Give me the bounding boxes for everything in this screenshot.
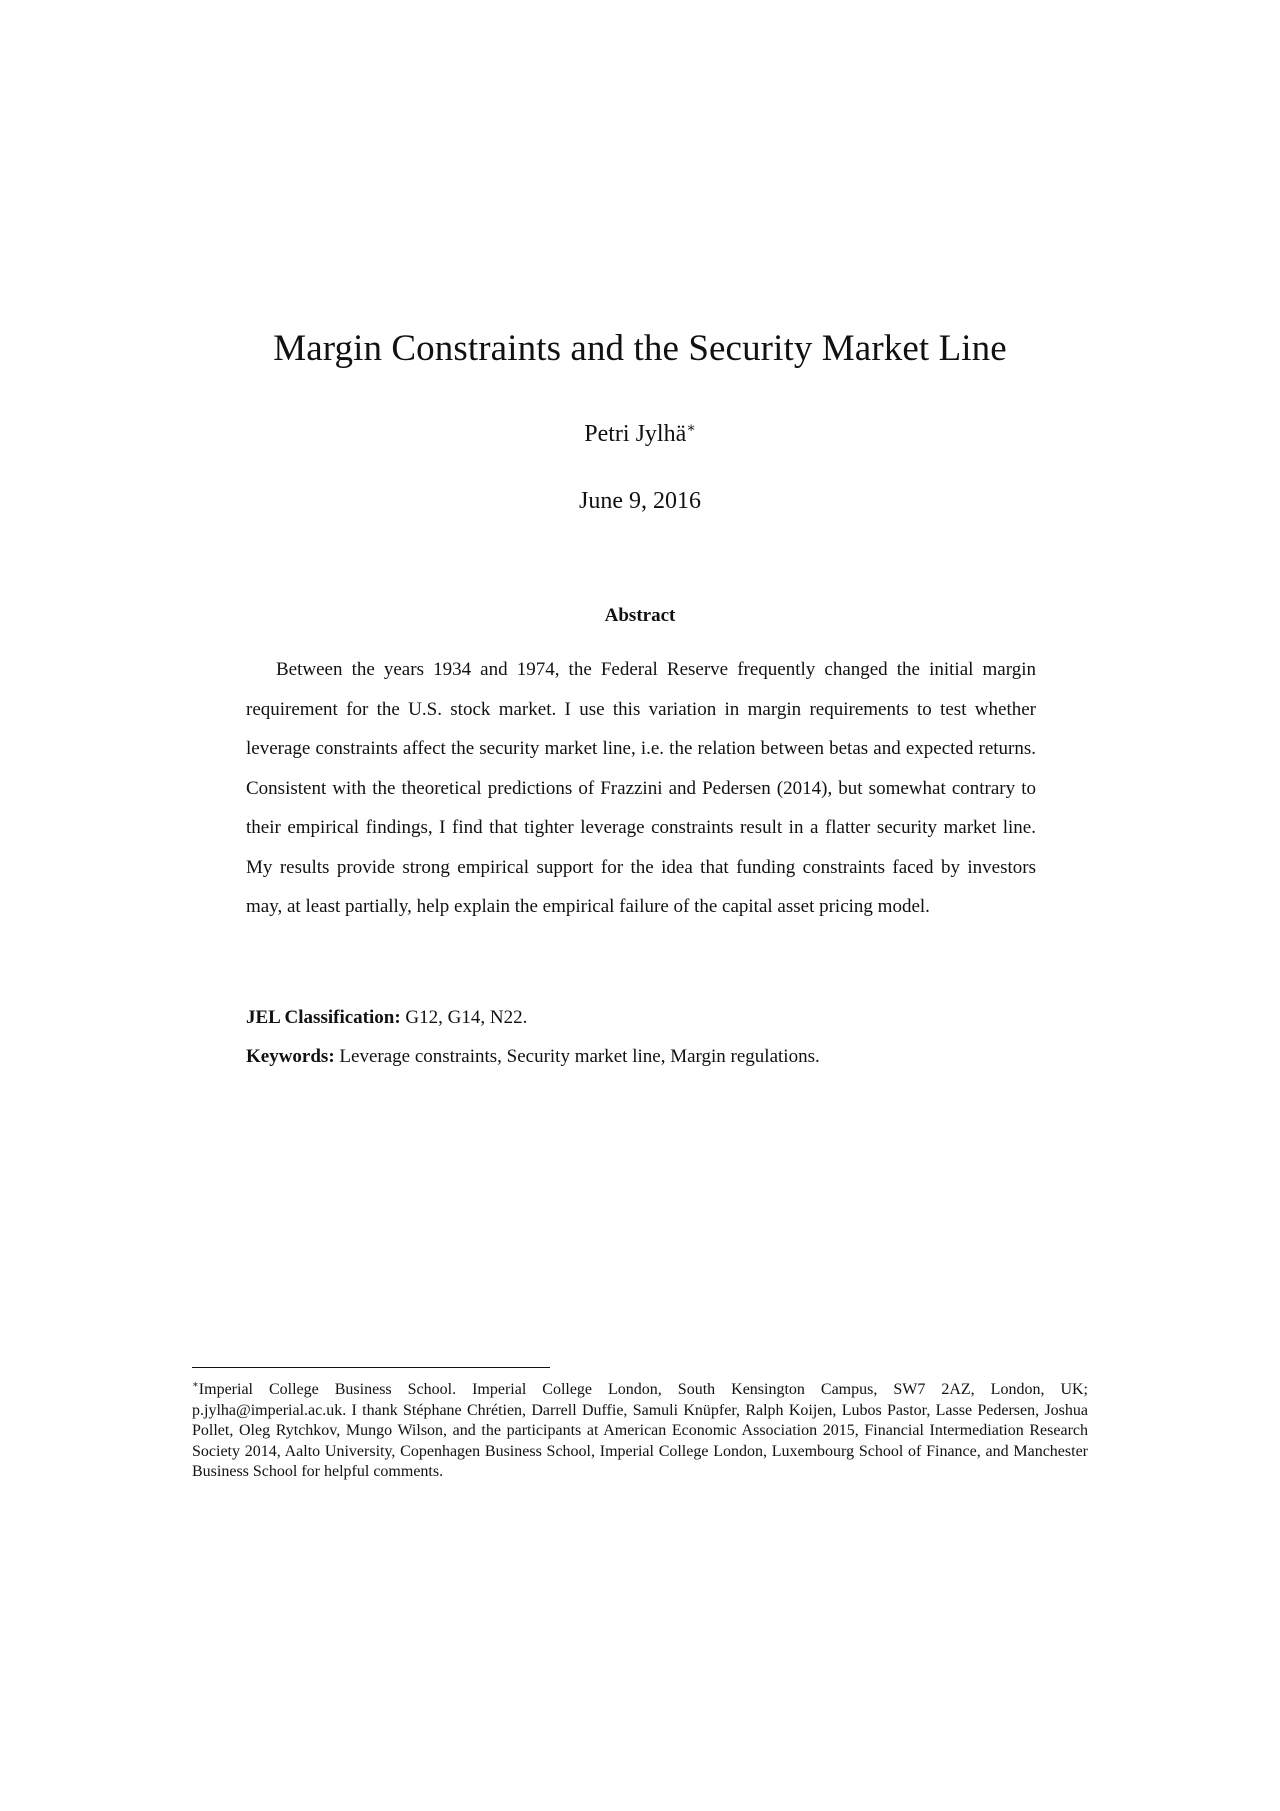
paper-title: Margin Constraints and the Security Market Line bbox=[273, 328, 1007, 369]
author-name: Petri Jylhä bbox=[584, 421, 687, 447]
author-line bbox=[0, 420, 1280, 449]
keywords-label: Keywords: bbox=[246, 1046, 335, 1067]
jel-classification bbox=[246, 1007, 1036, 1030]
jel-value: G12, G14, N22. bbox=[405, 1007, 528, 1028]
author-footnote bbox=[192, 1380, 1088, 1483]
abstract-text: Between the years 1934 and 1974, the Federal Reserve frequently changed the initial margin requirement for the U.S. stock market. I use this variation in margin requirements to test whether leverage constraints affect the security market line, i.e. the relation between betas and expected returns. Consistent with the theoretical predictions of Frazzini and Pedersen (2014), but somewhat contrary to their empirical findings, I find that tighter leverage constraints result in a flatter security market line. My results provide strong empirical support for the idea that funding constraints faced by investors may, at least partially, help explain the empirical failure of the capital asset pricing model. bbox=[246, 659, 1036, 917]
footnote-text: Imperial College Business School. Imperial College London, South Kensington Campus, SW7 2AZ, London, UK; p.jylha@imperial.ac.uk. I thank Stéphane Chrétien, Darrell Duffie, Samuli Knüpfer, Ralph Koijen, Lubos Pastor, Lasse Pedersen, Joshua Pollet, Oleg Rytchkov, Mungo Wilson, and the participants at American Economic Association 2015, Financial Intermediation Research Society 2014, Aalto University, Copenhagen Business School, Imperial College London, Luxembourg School of Finance, and Manchester Business School for helpful comments. bbox=[192, 1381, 1088, 1480]
author-footnote-mark: ∗ bbox=[686, 421, 696, 436]
paper-date: June 9, 2016 bbox=[579, 488, 701, 514]
keywords bbox=[246, 1046, 1036, 1069]
footnote-mark: ∗ bbox=[192, 1379, 199, 1391]
keywords-value: Leverage constraints, Security market line, Margin regulations. bbox=[339, 1046, 820, 1067]
jel-label: JEL Classification: bbox=[246, 1007, 401, 1028]
abstract-heading: Abstract bbox=[604, 605, 676, 626]
footnote-divider bbox=[192, 1367, 550, 1368]
